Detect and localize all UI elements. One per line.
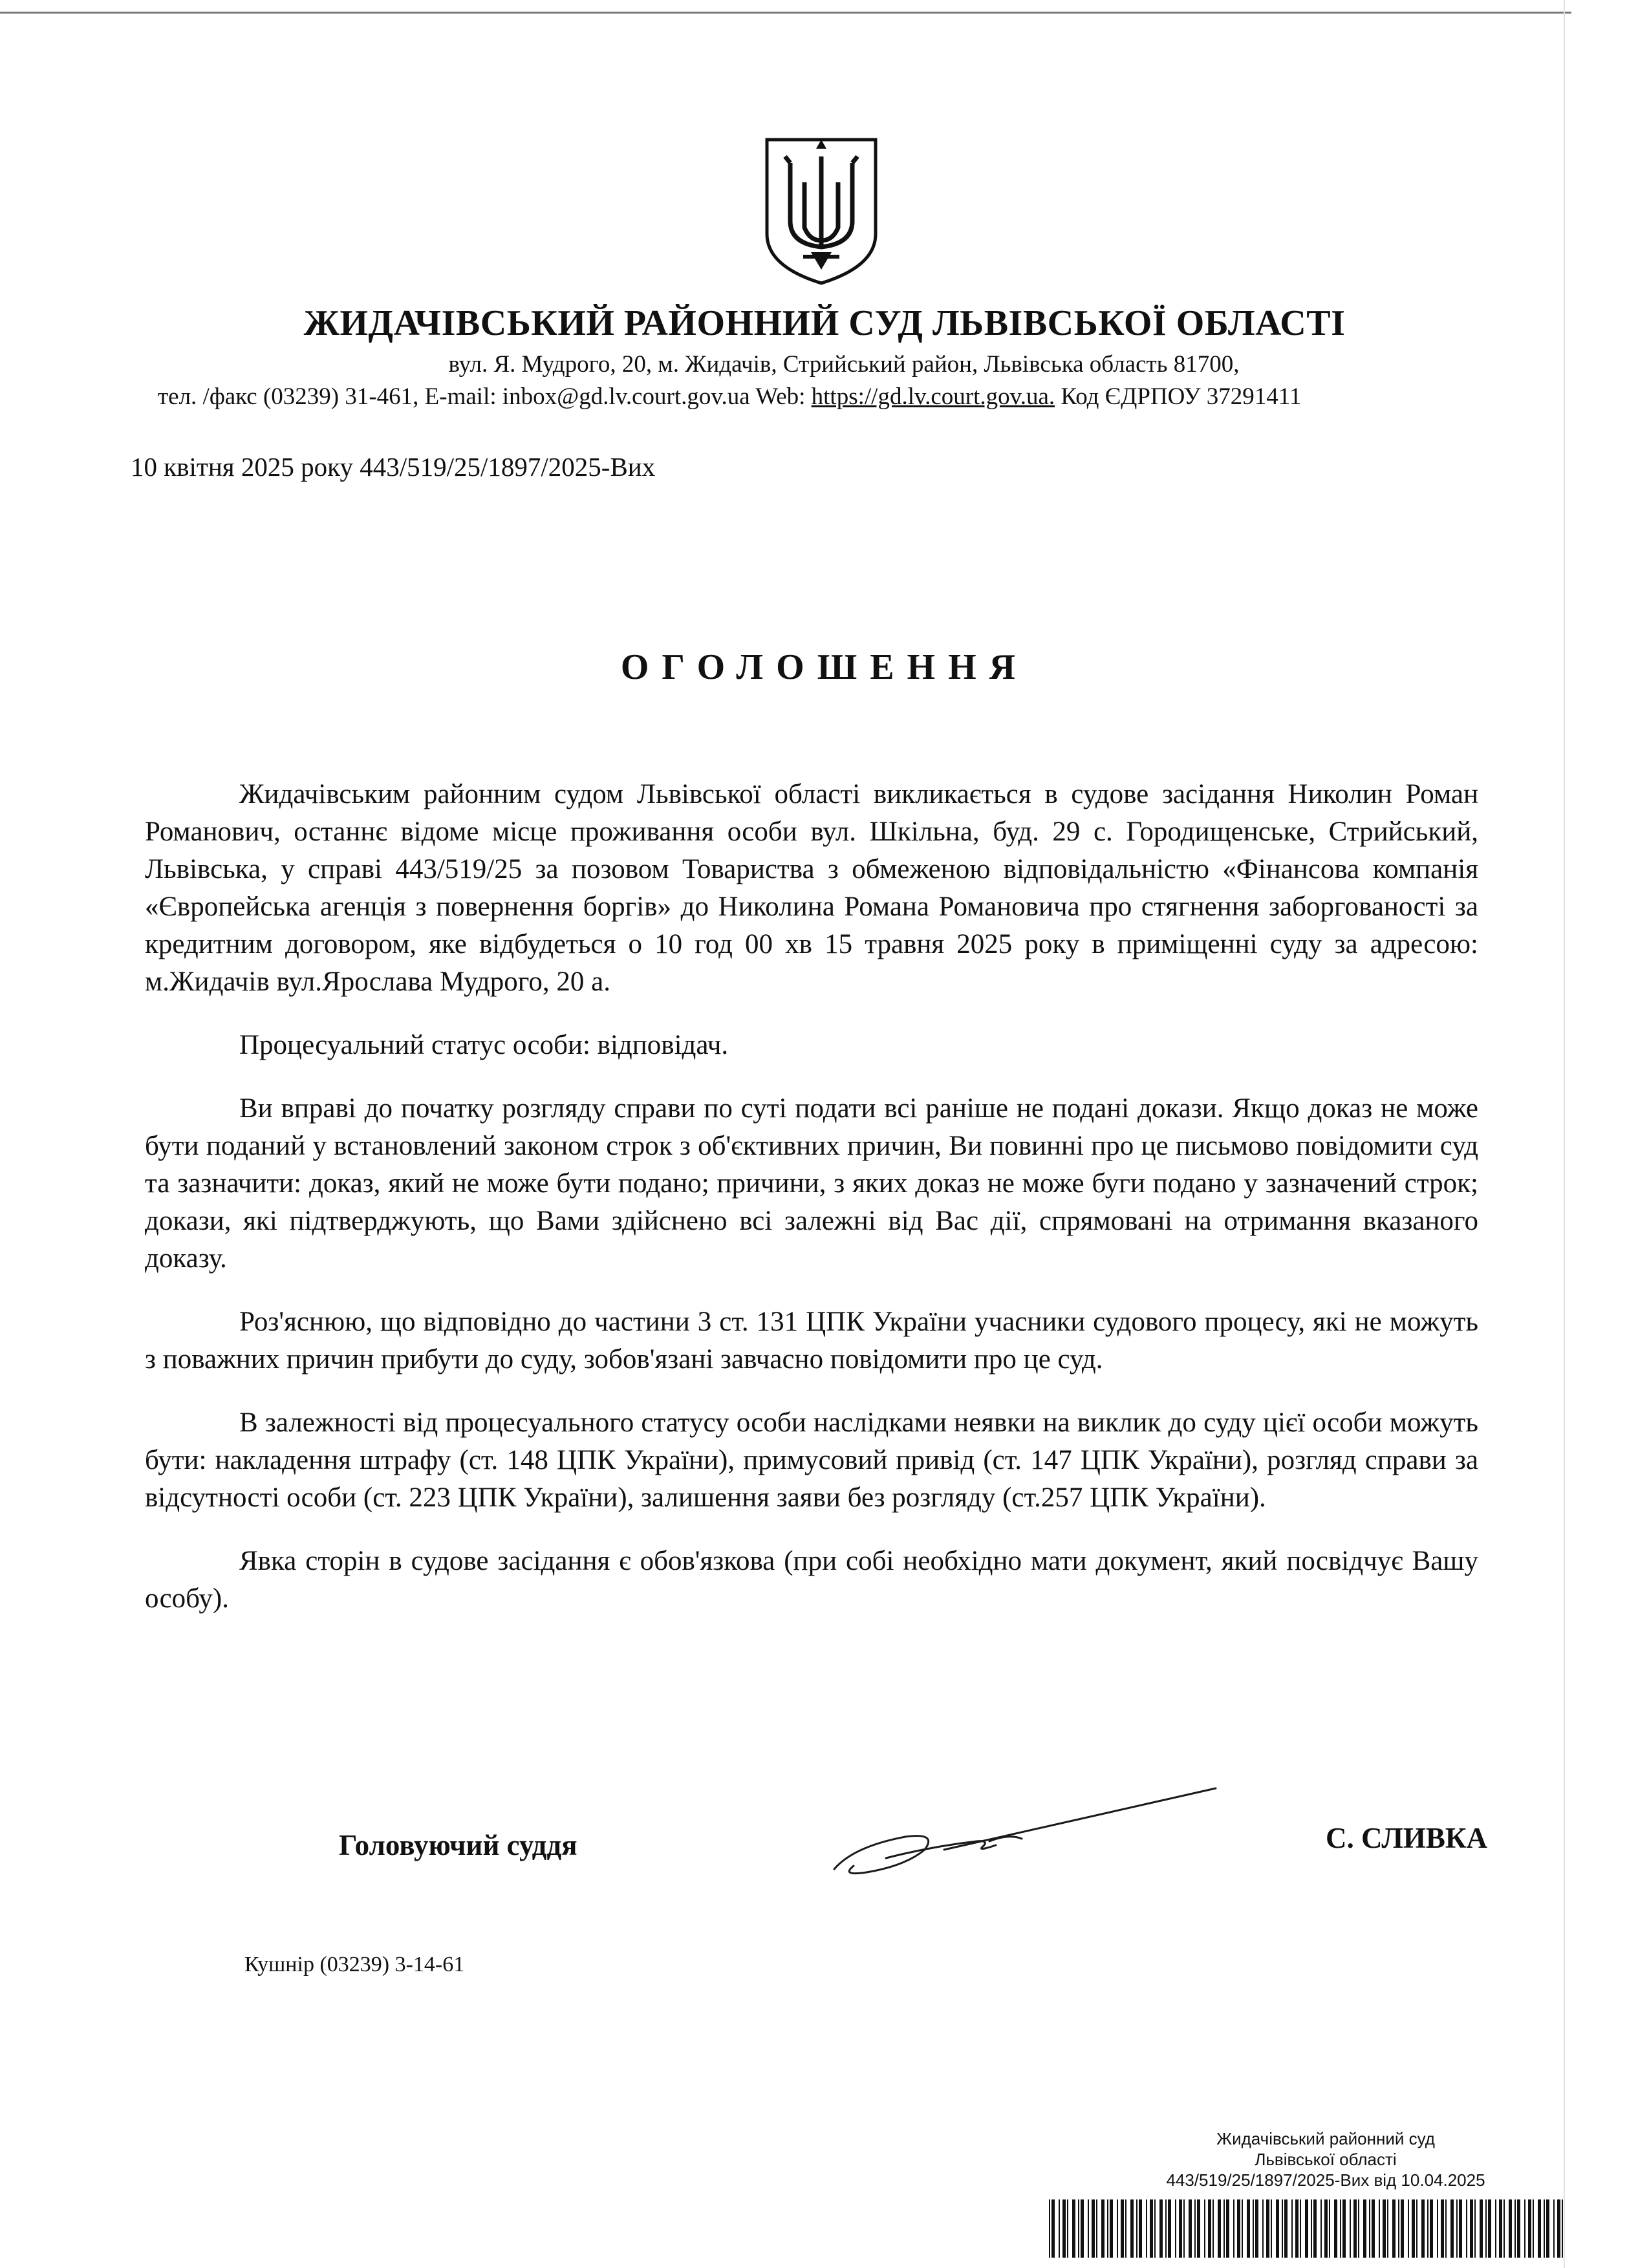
stamp-region: Львівської області [1255,2150,1397,2169]
scan-top-line [0,12,1571,14]
judge-position: Головуючий суддя [339,1829,577,1861]
registration-stamp [1080,2128,1571,2190]
court-contacts [158,383,1301,411]
paragraph-attendance: Явка сторін в судове засідання є обов'язкова (при собі необхідно мати документ, який посвідчує Вашу особу). [145,1546,1478,1614]
announcement-body [145,776,1478,1643]
outgoing-reference: 10 квітня 2025 року 443/519/25/1897/2025-Вих [131,452,656,482]
court-address: вул. Я. Мудрого, 20, м. Жидачів, Стрийський район, Львівська область 81700, [448,351,1240,378]
edrpou-code: Код ЄДРПОУ 37291411 [1055,383,1302,410]
stamp-number: 443/519/25/1897/2025-Вих від 10.04.2025 [1166,2170,1485,2190]
court-name: ЖИДАЧІВСЬКИЙ РАЙОННИЙ СУД ЛЬВІВСЬКОЇ ОБЛАСТІ [303,303,1346,343]
document-heading: ОГОЛОШЕННЯ [620,647,1029,687]
paragraph-explanation: Роз'яснюю, що відповідно до частини 3 ст. 131 ЦПК України учасники судового процесу, які не можуть з поважних причин прибути до суду, зобов'язані завчасно повідомити про це суд. [145,1307,1478,1375]
paragraph-evidence: Ви вправі до початку розгляду справи по суті подати всі раніше не подані докази. Якщо доказ не може бути поданий у встановлений законом строк з об'єктивних причин, Ви повинні про це письмово повідомити суд та зазначити: доказ, який не може бути подано; причини, з яких доказ не може буги подано у зазначений строк; докази, які підтверджують, що Вами здійснено всі залежні від Вас дії, спрямовані на отримання вказаного доказу. [145,1093,1478,1274]
website-link[interactable]: https://gd.lv.court.gov.ua. [811,383,1055,410]
trident-emblem-icon [764,137,878,286]
paragraph-summons: Жидачівським районним судом Львівської області викликається в судове засідання Николин Роман Романович, останнє відоме місце проживання особи вул. Шкільна, буд. 29 с. Городищенське, Стрийський, Львівська, у справі 443/519/25 за позовом Товариства з обмеженою відповідальністю «Фінансова компанія «Європейська агенція з повернення боргів» до Николина Романа Романовича про стягнення заборгованості за кредитним договором, яке відбудеться о 10 год 00 хв 15 травня 2025 року в приміщенні суду за адресою: м.Жидачів вул.Ярослава Мудрого, 20 а. [145,779,1478,997]
paragraph-consequences: В залежності від процесуального статусу особи наслідками неявки на виклик до суду цієї особи можуть бути: накладення штрафу (ст. 148 ЦПК України), примусовий привід (ст. 147 ЦПК України), розгляд справи за відсутності особи (ст. 223 ЦПК України), залишення заяви без розгляду (ст.257 ЦПК України). [145,1407,1478,1513]
barcode [1048,2199,1565,2258]
handwritten-signature [828,1769,1229,1898]
stamp-court: Жидачівський районний суд [1216,2129,1435,2148]
contact-phone-email: тел. /факс (03239) 31-461, E-mail: inbox@gd.lv.court.gov.ua Web: [158,383,812,410]
paragraph-status: Процесуальний статус особи: відповідач. [239,1030,729,1060]
judge-name: С. СЛИВКА [1326,1822,1488,1854]
executor-contact: Кушнір (03239) 3-14-61 [244,1952,465,1976]
